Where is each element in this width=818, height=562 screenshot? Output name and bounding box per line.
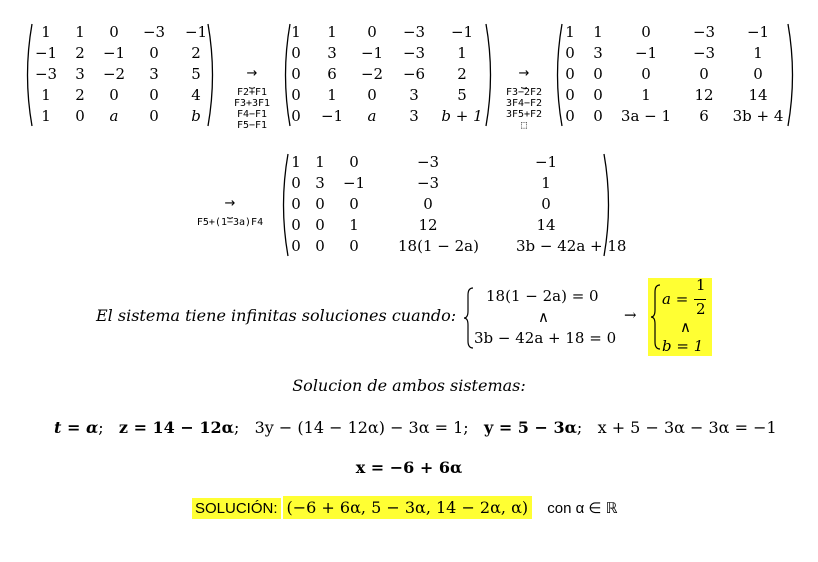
matrix-cell: 0 <box>349 237 359 255</box>
highlighted-result <box>648 278 712 356</box>
matrix-cell: a <box>367 107 377 125</box>
matrix-cell: 0 <box>291 65 301 83</box>
matrix-cell: 1 <box>41 23 51 41</box>
y-equation: 3y − (14 − 12α) − 3α = 1; <box>254 418 469 437</box>
matrix-cell: 1 <box>641 86 651 104</box>
separator: ; <box>233 418 240 437</box>
system-equation-1: 18(1 − 2a) = 0 <box>486 287 599 305</box>
matrix-cell: 1 <box>41 86 51 104</box>
matrix-cell: 0 <box>75 107 85 125</box>
fraction-numerator: 1 <box>696 276 706 294</box>
matrix-cell: −1 <box>102 44 126 62</box>
matrix-2 <box>280 22 496 128</box>
underbrace-icon: ⏟ <box>521 78 527 89</box>
left-brace <box>650 284 662 354</box>
matrix-row <box>280 22 496 43</box>
operation-label: 3F5+F2 <box>505 109 543 120</box>
matrix-row <box>278 152 614 173</box>
t-assignment: t = α <box>54 418 99 437</box>
matrix-cell: 0 <box>593 86 603 104</box>
implies-arrow-icon: → <box>624 306 637 324</box>
matrix-row <box>552 106 798 127</box>
matrix-cell: −2 <box>102 65 126 83</box>
matrix-cell: −3 <box>402 44 426 62</box>
x-assignment: x = −6 + 6α <box>355 458 463 477</box>
matrix-cell: 0 <box>149 107 159 125</box>
separator: ; <box>576 418 583 437</box>
matrix-cell: −3 <box>142 23 166 41</box>
matrix-cell: 3 <box>149 65 159 83</box>
matrix-cell: 0 <box>291 216 301 234</box>
matrix-row <box>280 106 496 127</box>
matrix-row <box>22 64 218 85</box>
matrix-cell: 0 <box>149 86 159 104</box>
matrix-cell: 3 <box>327 44 337 62</box>
matrix-4 <box>278 152 627 258</box>
solution-steps <box>54 418 777 437</box>
matrix-cell: b <box>191 107 201 125</box>
matrix-cell: −1 <box>360 44 384 62</box>
matrix-cell: 0 <box>149 44 159 62</box>
matrix-row <box>278 194 614 215</box>
matrix-cell: 3 <box>409 107 419 125</box>
underbrace-icon: ⏟ <box>249 78 255 89</box>
x-equation: x + 5 − 3α − 3α = −1 <box>597 418 777 437</box>
matrix-cell: 0 <box>367 23 377 41</box>
matrix-cell: 1 <box>291 23 301 41</box>
matrix-cell: 0 <box>349 195 359 213</box>
matrix-row <box>22 22 218 43</box>
solution-suffix: con α ∈ ℝ <box>547 500 618 517</box>
matrix-cell: −1 <box>534 153 558 171</box>
matrix-cell: 0 <box>565 65 575 83</box>
matrix-cell: b + 1 <box>441 107 483 125</box>
matrix-cell: −1 <box>184 23 208 41</box>
operation-label: F2+F1 <box>236 87 268 98</box>
matrix-row <box>280 85 496 106</box>
matrix-row <box>280 64 496 85</box>
b-equation: b = 1 <box>662 337 704 355</box>
matrix-cell: 3 <box>593 44 603 62</box>
matrix-cell: −1 <box>450 23 474 41</box>
matrix-row <box>278 215 614 236</box>
matrix-cell: 0 <box>291 237 301 255</box>
matrix-cell: 0 <box>349 153 359 171</box>
matrix-cell: 2 <box>75 44 85 62</box>
matrix-cell: −1 <box>746 23 770 41</box>
matrix-cell: 3b − 42a + 18 <box>516 237 627 255</box>
matrix-cell: 2 <box>457 65 467 83</box>
system-equation-2: 3b − 42a + 18 = 0 <box>474 329 617 347</box>
matrix-cell: 14 <box>536 216 556 234</box>
matrix-cell: 12 <box>418 216 438 234</box>
matrix-cell: 0 <box>367 86 377 104</box>
matrix-cell: 1 <box>327 23 337 41</box>
operation-label: F3−2F2 <box>505 87 543 98</box>
matrix-cell: 1 <box>315 153 325 171</box>
matrix-cell: 0 <box>291 107 301 125</box>
operation-label: F4−F1 <box>236 109 268 120</box>
matrix-cell: −3 <box>692 23 716 41</box>
matrix-cell: 1 <box>541 174 551 192</box>
matrix-cell: 12 <box>694 86 714 104</box>
matrix-1 <box>22 22 218 128</box>
matrix-row <box>278 236 627 257</box>
matrix-cell: 0 <box>315 216 325 234</box>
matrix-cell: 4 <box>191 86 201 104</box>
infinite-solutions-text: El sistema tiene infinitas soluciones cuando: <box>96 306 457 325</box>
final-solution <box>192 498 618 517</box>
matrix-cell: 0 <box>641 23 651 41</box>
right-arrow-icon: → <box>518 66 530 81</box>
matrix-cell: 1 <box>75 23 85 41</box>
matrix-cell: 1 <box>753 44 763 62</box>
matrix-cell: 0 <box>315 195 325 213</box>
matrix-cell: 1 <box>349 216 359 234</box>
right-arrow-icon: → <box>224 196 236 211</box>
matrix-3 <box>552 22 798 128</box>
matrix-cell: 1 <box>327 86 337 104</box>
matrix-cell: 0 <box>109 23 119 41</box>
matrix-row <box>22 85 218 106</box>
matrix-row <box>552 43 798 64</box>
matrix-cell: 0 <box>699 65 709 83</box>
operation-label: F3+3F1 <box>233 98 271 109</box>
operation-label: F5−F1 <box>236 120 268 131</box>
underbrace-icon: ⏟ <box>227 208 233 219</box>
matrix-cell: 3b + 4 <box>732 107 784 125</box>
operation-label: F5+(1−3a)F4 <box>196 217 264 228</box>
matrix-cell: −3 <box>402 23 426 41</box>
matrix-cell: a <box>109 107 119 125</box>
matrix-row <box>278 173 614 194</box>
matrix-cell: 0 <box>315 237 325 255</box>
fraction-denominator: 2 <box>696 300 706 318</box>
a-equation-label: a = <box>662 290 689 308</box>
matrix-cell: 0 <box>423 195 433 213</box>
matrix-cell: 0 <box>565 86 575 104</box>
matrix-cell: −3 <box>416 174 440 192</box>
matrix-cell: 0 <box>593 65 603 83</box>
matrix-cell: 0 <box>565 44 575 62</box>
matrix-cell: 0 <box>565 107 575 125</box>
matrix-cell: 1 <box>291 153 301 171</box>
matrix-cell: 0 <box>291 44 301 62</box>
matrix-cell: 2 <box>75 86 85 104</box>
matrix-cell: −3 <box>34 65 58 83</box>
matrix-cell: 0 <box>291 195 301 213</box>
matrix-cell: 3 <box>75 65 85 83</box>
and-symbol: ∧ <box>538 308 549 326</box>
solution-value: (−6 + 6α, 5 − 3α, 14 − 2α, α) <box>283 496 533 519</box>
matrix-cell: 6 <box>699 107 709 125</box>
matrix-cell: 1 <box>41 107 51 125</box>
matrix-cell: 2 <box>191 44 201 62</box>
matrix-cell: −1 <box>34 44 58 62</box>
matrix-row <box>22 43 218 64</box>
matrix-cell: 14 <box>748 86 768 104</box>
matrix-cell: 0 <box>641 65 651 83</box>
row-operations-3 <box>184 198 276 228</box>
matrix-cell: 5 <box>457 86 467 104</box>
section-title: Solucion de ambos sistemas: <box>292 376 526 395</box>
matrix-cell: 0 <box>291 86 301 104</box>
matrix-cell: 0 <box>109 86 119 104</box>
matrix-row <box>552 85 798 106</box>
matrix-cell: −1 <box>634 44 658 62</box>
operation-label: 3F4−F2 <box>505 98 543 109</box>
matrix-cell: 0 <box>541 195 551 213</box>
right-arrow-icon: → <box>246 66 258 81</box>
y-assignment: y = 5 − 3α <box>483 418 577 437</box>
z-assignment: z = 14 − 12α <box>118 418 234 437</box>
matrix-cell: 5 <box>191 65 201 83</box>
matrix-row <box>280 43 496 64</box>
matrix-cell: 1 <box>457 44 467 62</box>
matrix-cell: 0 <box>291 174 301 192</box>
matrix-cell: 3 <box>409 86 419 104</box>
x-result <box>0 458 818 477</box>
placeholder-box-icon: ⬚ <box>520 120 528 131</box>
matrix-cell: 0 <box>593 107 603 125</box>
matrix-cell: −3 <box>416 153 440 171</box>
matrix-row <box>22 106 218 127</box>
solution-label: SOLUCIÓN: <box>192 498 281 519</box>
matrix-cell: 6 <box>327 65 337 83</box>
matrix-cell: 1 <box>565 23 575 41</box>
and-symbol: ∧ <box>680 318 691 336</box>
matrix-cell: −3 <box>692 44 716 62</box>
matrix-cell: −6 <box>402 65 426 83</box>
matrix-row <box>552 22 798 43</box>
matrix-cell: −2 <box>360 65 384 83</box>
matrix-cell: −1 <box>320 107 344 125</box>
matrix-row <box>552 64 798 85</box>
separator: ; <box>98 418 104 437</box>
matrix-cell: 3 <box>315 174 325 192</box>
matrix-cell: 18(1 − 2a) <box>398 237 479 255</box>
matrix-cell: 1 <box>593 23 603 41</box>
matrix-cell: 3a − 1 <box>620 107 672 125</box>
matrix-cell: 0 <box>753 65 763 83</box>
matrix-cell: −1 <box>342 174 366 192</box>
